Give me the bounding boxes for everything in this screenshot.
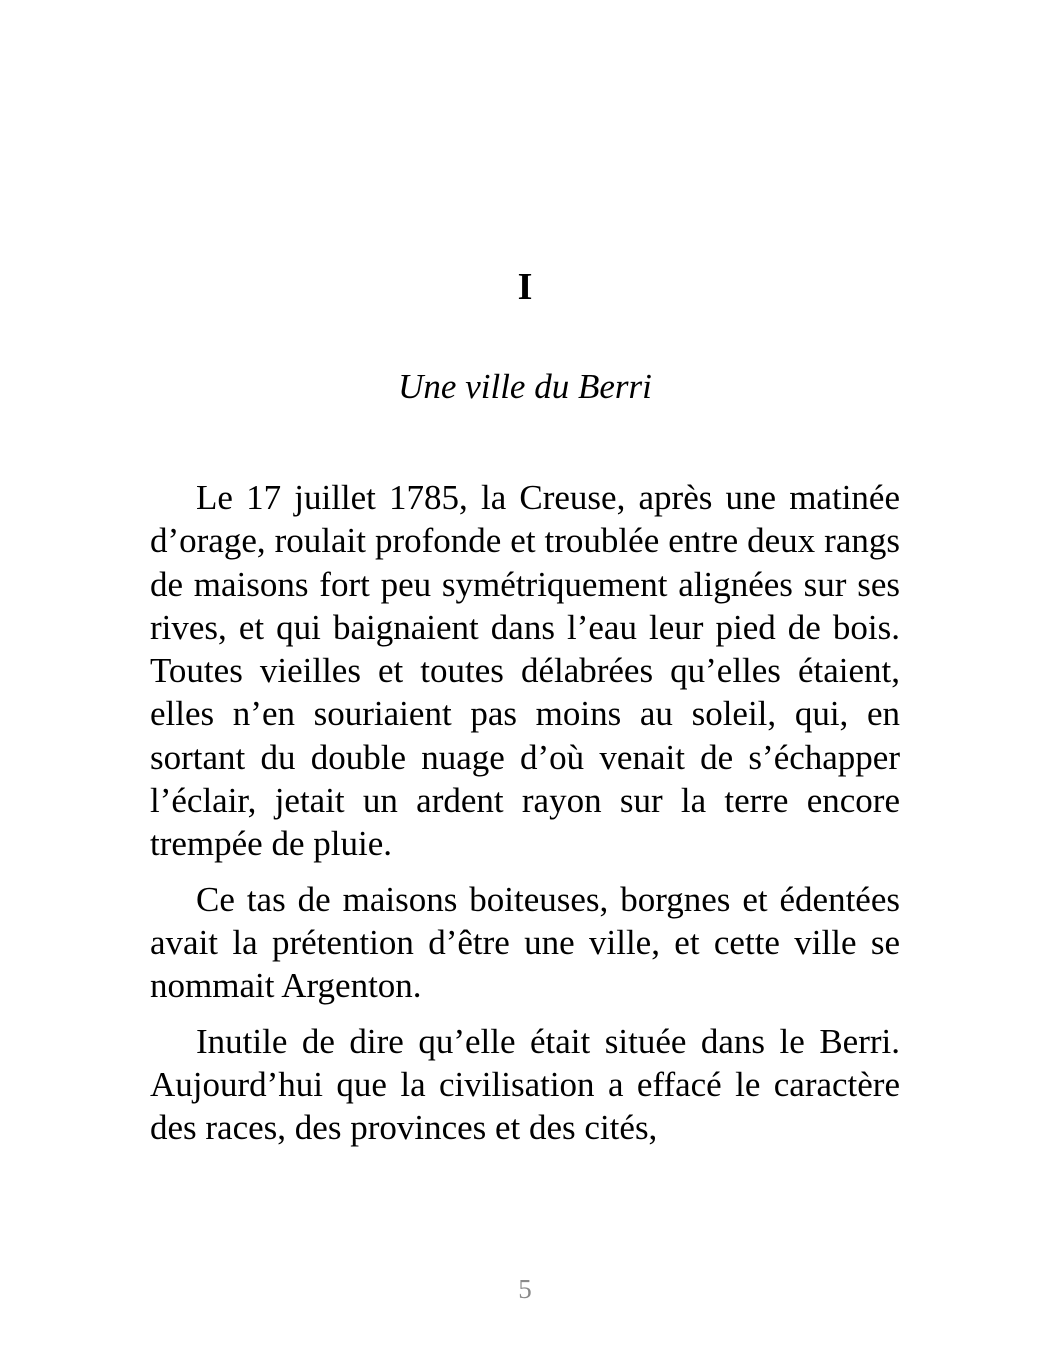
body-text bbox=[150, 476, 900, 1198]
paragraph: Ce tas de maisons boiteuses, borgnes et édentées avait la prétention d’être une ville, et cette ville se nommait Argenton. bbox=[150, 879, 900, 1006]
page-number: 5 bbox=[518, 1274, 532, 1304]
paragraph: Le 17 juillet 1785, la Creuse, après une matinée d’orage, roulait profonde et troublée entre deux rangs de maisons fort peu symétriquement alignées sur ses rives, et qui baignaient dans l’eau leur pied de bois. Toutes vieilles et toutes délabrées qu’elles étaient, elles n’en souriaient pas moins au soleil, qui, en sortant du double nuage d’où venait de s’échapper l’éclair, jetait un ardent rayon sur la terre encore trempée de pluie. bbox=[150, 478, 900, 864]
paragraph: Inutile de dire qu’elle était située dans le Berri. Aujourd’hui que la civilisation a effacé le caractère des races, des provinces et des cités, bbox=[150, 1021, 900, 1148]
chapter-title: Une ville du Berri bbox=[398, 367, 652, 406]
chapter-number: I bbox=[517, 266, 533, 308]
